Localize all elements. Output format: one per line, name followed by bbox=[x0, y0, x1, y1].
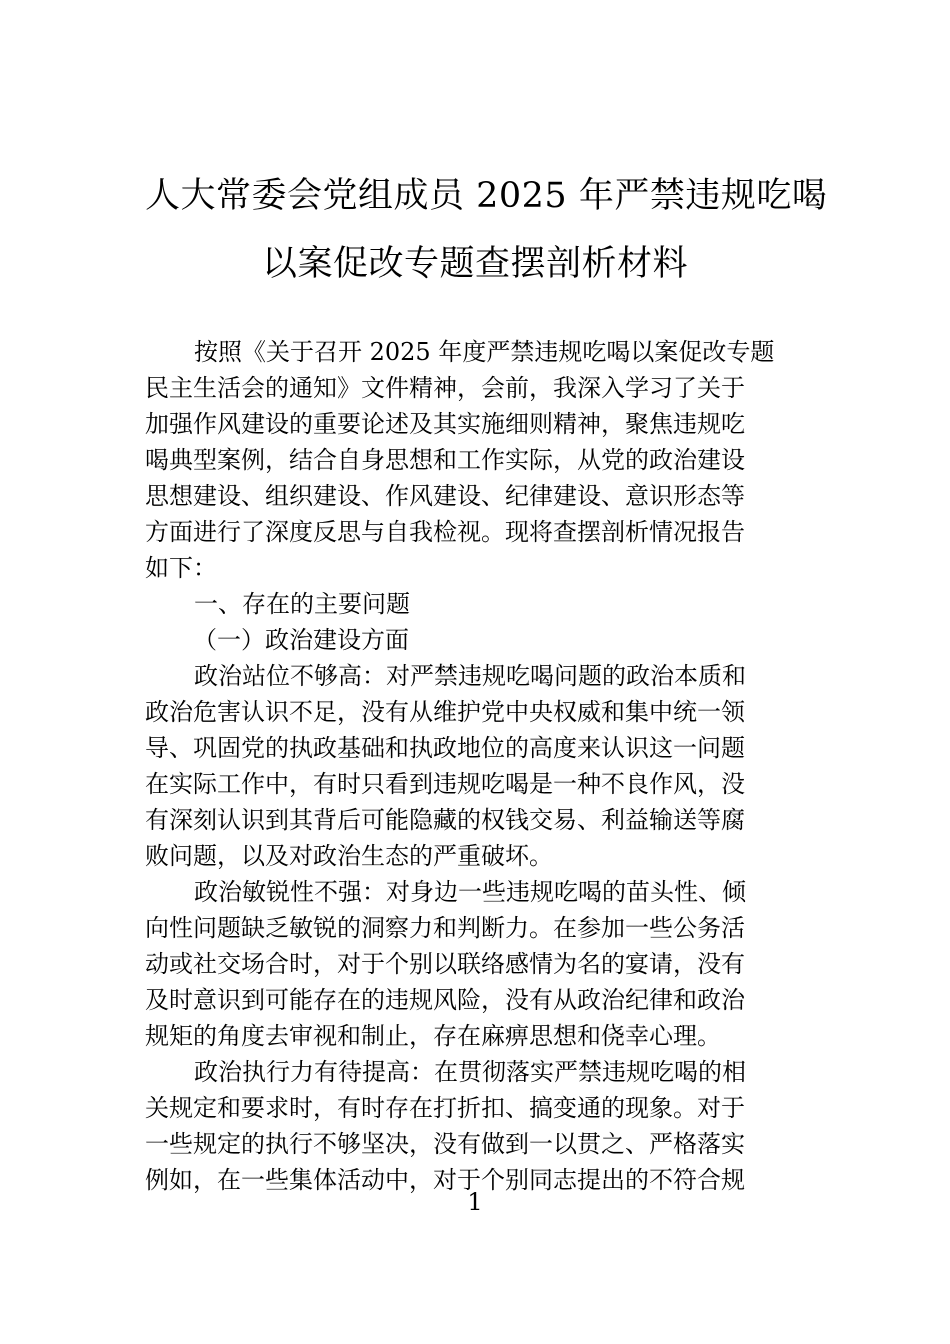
paragraph-political-stance-line: 有深刻认识到其背后可能隐藏的权钱交易、利益输送等腐 bbox=[145, 806, 745, 834]
paragraph-political-sensitivity-line: 政治敏锐性不强：对身边一些违规吃喝的苗头性、倾 bbox=[194, 878, 746, 906]
paragraph-intro-line: 思想建设、组织建设、作风建设、纪律建设、意识形态等 bbox=[145, 482, 745, 510]
document-body bbox=[145, 334, 805, 1198]
paragraph-political-sensitivity-line: 动或社交场合时，对于个别以联络感情为名的宴请，没有 bbox=[145, 950, 745, 978]
paragraph-political-stance-line: 政治危害认识不足，没有从维护党中央权威和集中统一领 bbox=[145, 698, 745, 726]
paragraph-intro-line: 民主生活会的通知》文件精神，会前，我深入学习了关于 bbox=[145, 374, 745, 402]
paragraph-political-execution-line: 例如，在一些集体活动中，对于个别同志提出的不符合规 bbox=[145, 1166, 745, 1194]
paragraph-political-stance-line: 在实际工作中，有时只看到违规吃喝是一种不良作风，没 bbox=[145, 770, 745, 798]
paragraph-political-stance-line: 政治站位不够高：对严禁违规吃喝问题的政治本质和 bbox=[194, 662, 746, 690]
subsection-heading: （一）政治建设方面 bbox=[193, 626, 409, 654]
paragraph-intro-line: 如下： bbox=[145, 554, 217, 582]
paragraph-intro-line: 加强作风建设的重要论述及其实施细则精神，聚焦违规吃 bbox=[145, 410, 745, 438]
paragraph-political-execution-line: 关规定和要求时，有时存在打折扣、搞变通的现象。对于 bbox=[145, 1094, 745, 1122]
document-title-line-2: 以案促改专题查摆剖析材料 bbox=[261, 244, 688, 284]
paragraph-political-execution-line: 一些规定的执行不够坚决，没有做到一以贯之、严格落实 bbox=[145, 1130, 745, 1158]
paragraph-political-sensitivity-line: 及时意识到可能存在的违规风险，没有从政治纪律和政治 bbox=[145, 986, 745, 1014]
page-number: 1 bbox=[467, 1188, 483, 1216]
paragraph-political-sensitivity-line: 向性问题缺乏敏锐的洞察力和判断力。在参加一些公务活 bbox=[145, 914, 745, 942]
section-heading: 一、存在的主要问题 bbox=[194, 590, 410, 618]
paragraph-political-execution-line: 政治执行力有待提高：在贯彻落实严禁违规吃喝的相 bbox=[194, 1058, 746, 1086]
document-title-line-1: 人大常委会党组成员 2025 年严禁违规吃喝 bbox=[145, 176, 828, 216]
paragraph-intro-line: 喝典型案例，结合自身思想和工作实际，从党的政治建设 bbox=[145, 446, 745, 474]
paragraph-intro-line: 按照《关于召开 2025 年度严禁违规吃喝以案促改专题 bbox=[194, 338, 775, 366]
paragraph-intro-line: 方面进行了深度反思与自我检视。现将查摆剖析情况报告 bbox=[145, 518, 745, 546]
paragraph-political-sensitivity-line: 规矩的角度去审视和制止，存在麻痹思想和侥幸心理。 bbox=[145, 1022, 721, 1050]
paragraph-political-stance-line: 导、巩固党的执政基础和执政地位的高度来认识这一问题 bbox=[145, 734, 745, 762]
paragraph-political-stance-line: 败问题，以及对政治生态的严重破坏。 bbox=[145, 842, 553, 870]
